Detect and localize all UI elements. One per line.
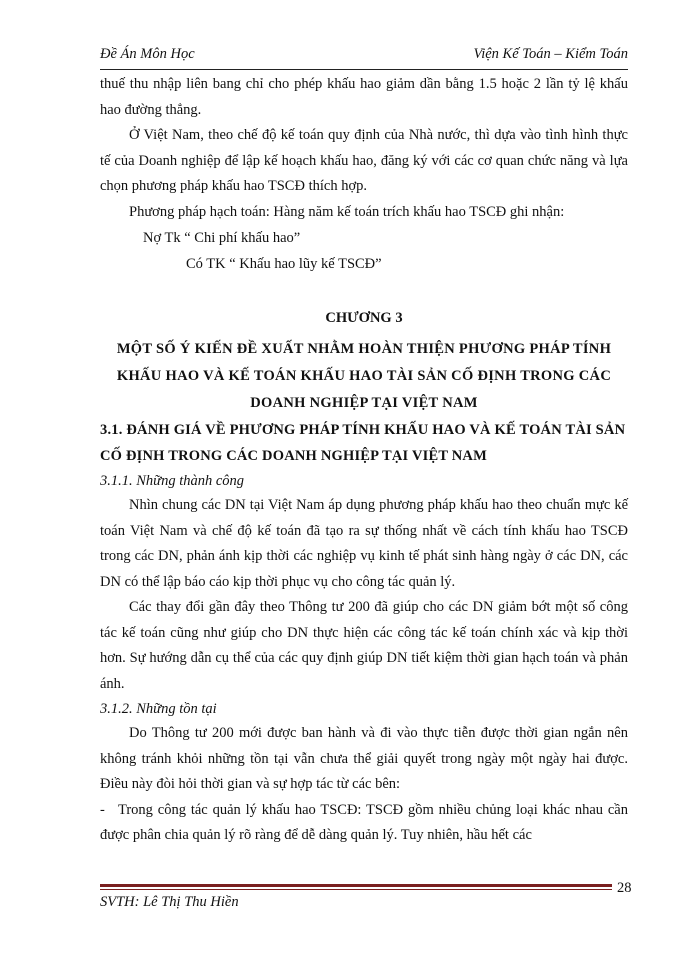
page-number: 28 <box>617 880 632 896</box>
bullet-text: Trong công tác quản lý khấu hao TSCĐ: TSCĐ gồm nhiều chủng loại khác nhau cần được phân chia quản lý rõ ràng để dễ dàng quản lý. Tuy nhiên, hầu hết các <box>100 801 628 843</box>
header-institute: Viện Kế Toán – Kiểm Toán <box>473 46 628 62</box>
subsection-heading-3-1-2: 3.1.2. Những tồn tại <box>100 701 217 717</box>
header-course-title: Đề Án Môn Học <box>100 46 195 62</box>
journal-entry-debit: Nợ Tk “ Chi phí khấu hao” <box>143 230 301 246</box>
bullet-item <box>100 798 628 849</box>
footer-divider-thin <box>100 889 612 890</box>
paragraph-continuation: thuế thu nhập liên bang chỉ cho phép khấu hao giảm dần bằng 1.5 hoặc 2 lần tỷ lệ khấu hao đường thẳng. <box>100 76 628 118</box>
page-header <box>100 46 628 68</box>
paragraph-successes-2: Các thay đổi gần đây theo Thông tư 200 đã giúp cho các DN giảm bớt một số công tác kế toán cũng như giúp cho DN thực hiện các công tác kế toán chính xác và kịp thời hơn. Sự hướng dẫn cụ thể của các quy định giúp DN tiết kiệm thời gian hạch toán và phản ánh. <box>100 599 628 692</box>
footer-divider-thick <box>100 884 612 887</box>
journal-entry-credit: Có TK “ Khấu hao lũy kế TSCĐ” <box>186 256 382 272</box>
header-divider <box>100 69 628 70</box>
paragraph-accounting-method: Phương pháp hạch toán: Hàng năm kế toán trích khấu hao TSCĐ ghi nhận: <box>129 203 565 220</box>
section-heading-3-1: 3.1. ĐÁNH GIÁ VỀ PHƯƠNG PHÁP TÍNH KHẤU HAO VÀ KẾ TOÁN TÀI SẢN CỐ ĐỊNH TRONG CÁC DOANH NGHIỆP TẠI VIỆT NAM <box>100 422 626 464</box>
chapter-number: CHƯƠNG 3 <box>325 310 403 326</box>
subsection-heading-3-1-1: 3.1.1. Những thành công <box>100 473 245 489</box>
paragraph-successes-1: Nhìn chung các DN tại Việt Nam áp dụng phương pháp khấu hao theo chuẩn mực kế toán Việt Nam và chế độ kế toán đã tạo ra sự thống nhất về cách tính khấu hao TSCĐ trong các DN, phản ánh kịp thời các nghiệp vụ kinh tế phát sinh hàng ngày ở các DN, các DN có thể lập báo cáo kịp thời phục vụ cho công tác quản lý. <box>100 497 628 590</box>
paragraph-vietnam-regime: Ở Việt Nam, theo chế độ kế toán quy định của Nhà nước, thì dựa vào tình hình thực tế của Doanh nghiệp để lập kế hoạch khấu hao, đăng ký với các cơ quan chức năng và lựa chọn phương pháp khấu hao TSCĐ thích hợp. <box>100 127 628 194</box>
chapter-title: MỘT SỐ Ý KIẾN ĐỀ XUẤT NHẰM HOÀN THIỆN PHƯƠNG PHÁP TÍNH KHẤU HAO VÀ KẾ TOÁN KHẤU HAO TÀI SẢN CỐ ĐỊNH TRONG CÁC DOANH NGHIỆP TẠI VIỆT NAM <box>116 341 612 411</box>
document-body <box>100 72 628 849</box>
bullet-dash: - <box>100 801 105 818</box>
footer-author: SVTH: Lê Thị Thu Hiền <box>100 894 239 910</box>
paragraph-limitations: Do Thông tư 200 mới được ban hành và đi vào thực tiễn được thời gian ngắn nên không tránh khỏi những tồn tại vẫn chưa thể giải quyết trong ngày một ngày hai được. Điều này đòi hỏi thời gian và sự hợp tác từ các bên: <box>100 725 628 792</box>
